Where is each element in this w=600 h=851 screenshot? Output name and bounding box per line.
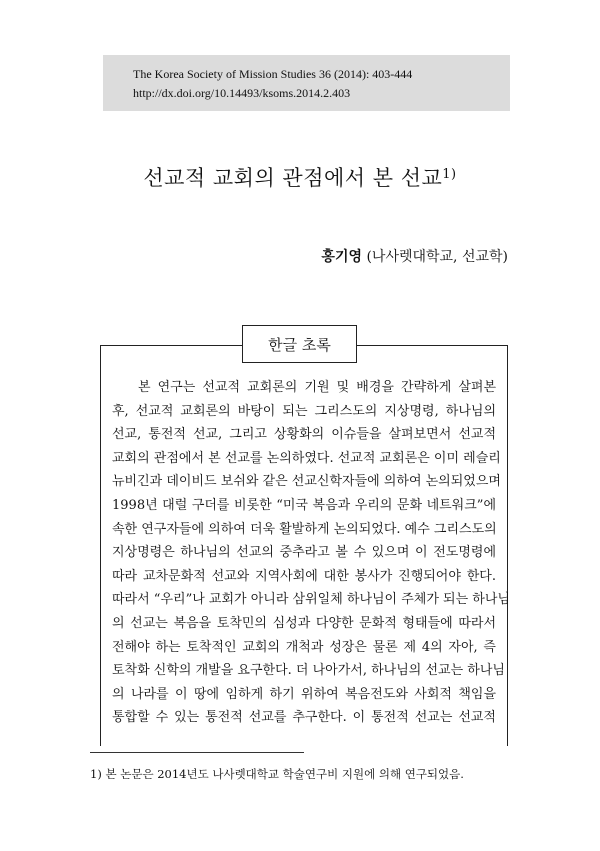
title-footnote-mark[interactable]: 1) xyxy=(442,167,457,182)
abstract-line: 후, 선교적 교회론의 바탕이 되는 그리스도의 지상명령, 하나님의 xyxy=(112,403,496,419)
abstract-line: 토착화 신학의 개발을 요구한다. 더 나아가서, 하나님의 선교는 하나님 xyxy=(112,663,505,679)
abstract-line: 의 선교는 복음을 토착민의 심성과 다양한 문화적 형태들에 따라서 xyxy=(112,615,496,631)
abstract-line: 의 나라를 이 땅에 임하게 하기 위하여 복음전도와 사회적 책임을 xyxy=(112,686,496,702)
abstract-heading: 한글 초록 xyxy=(242,325,357,363)
doi-link[interactable]: http://dx.doi.org/10.14493/ksoms.2014.2.403 xyxy=(133,86,351,100)
abstract-line: 속한 연구자들에 의하여 더욱 활발하게 논의되었다. 예수 그리스도의 xyxy=(112,521,497,537)
abstract-line: 선교, 통전적 선교, 그리고 상황화의 이슈들을 살펴보면서 선교적 xyxy=(112,427,496,443)
abstract-line: 본 연구는 선교적 교회론의 기원 및 배경을 간략하게 살펴본 xyxy=(138,380,496,395)
abstract-body xyxy=(112,376,510,730)
paper-title-text: 선교적 교회의 관점에서 본 선교 xyxy=(143,166,443,190)
abstract-line: 1998년 대럴 구더를 비롯한 “미국 복음과 우리의 문화 네트워크”에 xyxy=(112,497,496,513)
abstract-line: 따라 교차문화적 선교와 지역사회에 대한 봉사가 진행되어야 한다. xyxy=(112,568,496,584)
author-line xyxy=(321,246,508,266)
footnote-divider xyxy=(90,752,304,753)
abstract-line: 교회의 관점에서 본 선교를 논의하였다. 선교적 교회론은 이미 레슬리 xyxy=(112,450,501,466)
paper-title xyxy=(0,162,600,192)
abstract-line: 지상명령은 하나님의 선교의 중추라고 볼 수 있으며 이 전도명령에 xyxy=(112,545,496,561)
abstract-line: 뉴비긴과 데이비드 보쉬와 같은 선교신학자들에 의하여 논의되었으며 xyxy=(112,474,501,490)
footnote: 1) 본 논문은 2014년도 나사렛대학교 학술연구비 지원에 의해 연구되었음. xyxy=(90,767,464,781)
abstract-line: 전해야 하는 토착적인 교회의 개척과 성장은 물론 제 4의 자아, 즉 xyxy=(112,639,496,655)
abstract-line: 따라서 “우리”나 교회가 아니라 삼위일체 하나님이 주체가 되는 하나님 xyxy=(112,592,510,608)
author-name: 홍기영 xyxy=(321,249,362,265)
abstract-line: 통합할 수 있는 통전적 선교를 추구한다. 이 통전적 선교는 선교적 xyxy=(112,710,496,726)
author-affiliation: (나사렛대학교, 선교학) xyxy=(366,249,508,265)
journal-citation: The Korea Society of Mission Studies 36 (2014): 403-444 xyxy=(133,67,413,81)
journal-info-box xyxy=(103,55,510,111)
